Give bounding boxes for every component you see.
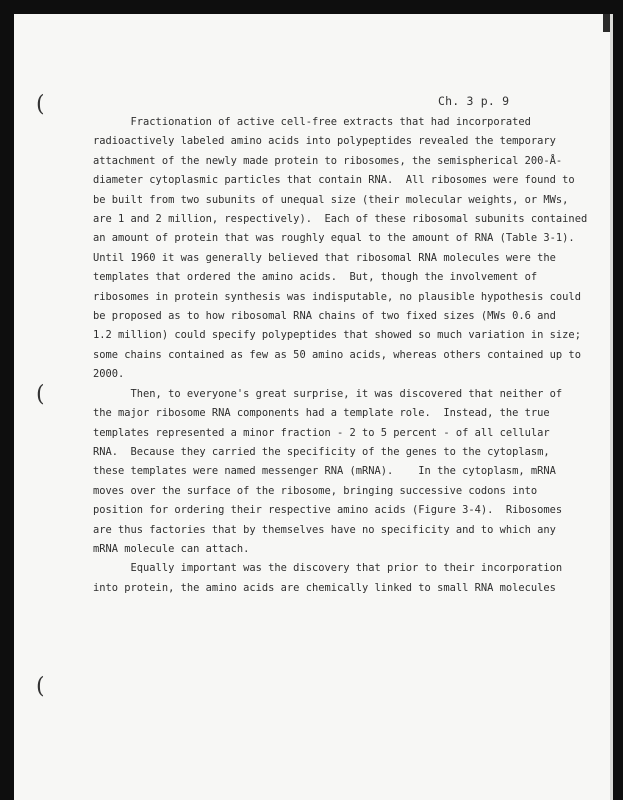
- text-line: mRNA molecule can attach.: [93, 542, 250, 555]
- text-line: templates represented a minor fraction - 2 to 5 percent - of all cellular: [93, 426, 550, 439]
- text-line: RNA. Because they carried the specificity of the genes to the cytoplasm,: [93, 445, 550, 458]
- text-line: 1.2 million) could specify polypeptides that showed so much variation in size;: [93, 329, 581, 342]
- text-line: Until 1960 it was generally believed that ribosomal RNA molecules were the: [93, 251, 556, 264]
- text-line: Equally important was the discovery that prior to their incorporation: [93, 562, 563, 575]
- text-line: into protein, the amino acids are chemically linked to small RNA molecules: [93, 581, 556, 594]
- text-line: position for ordering their respective amino acids (Figure 3-4). Ribosomes: [93, 504, 563, 517]
- binder-hole-mark-middle: (: [36, 382, 45, 407]
- text-line: radioactively labeled amino acids into polypeptides revealed the temporary: [93, 135, 556, 148]
- binder-hole-mark-bottom: (: [36, 674, 45, 699]
- text-line: an amount of protein that was roughly equal to the amount of RNA (Table 3-1).: [93, 232, 575, 245]
- text-line: ribosomes in protein synthesis was indisputable, no plausible hypothesis could: [93, 290, 581, 303]
- text-line: are thus factories that by themselves have no specificity and to which any: [93, 523, 556, 536]
- paragraph-2: [93, 385, 563, 560]
- text-line: Then, to everyone's great surprise, it was discovered that neither of: [93, 387, 563, 400]
- text-line: Fractionation of active cell-free extracts that had incorporated: [93, 116, 531, 128]
- text-line: these templates were named messenger RNA (mRNA). In the cytoplasm, mRNA: [93, 465, 556, 478]
- paragraph-3: [93, 559, 563, 598]
- paragraph-1: [93, 113, 588, 385]
- text-line: templates that ordered the amino acids. But, though the involvement of: [93, 271, 538, 284]
- text-line: the major ribosome RNA components had a template role. Instead, the true: [93, 407, 550, 420]
- text-line: moves over the surface of the ribosome, bringing successive codons into: [93, 484, 538, 497]
- binder-hole-mark-top: (: [36, 92, 45, 117]
- text-line: are 1 and 2 million, respectively). Each of these ribosomal subunits contained: [93, 213, 588, 226]
- document-page: [14, 14, 613, 800]
- text-line: be proposed as to how ribosomal RNA chains of two fixed sizes (MWs 0.6 and: [93, 310, 556, 323]
- page-edge-tab: [603, 14, 610, 32]
- body-text: [93, 113, 588, 598]
- text-line: attachment of the newly made protein to ribosomes, the semispherical 200-Å-: [93, 154, 563, 167]
- text-line: be built from two subunits of unequal size (their molecular weights, or MWs,: [93, 193, 569, 206]
- text-line: 2000.: [93, 368, 125, 381]
- page-reference: Ch. 3 p. 9: [438, 94, 510, 108]
- text-line: diameter cytoplasmic particles that contain RNA. All ribosomes were found to: [93, 174, 575, 187]
- text-line: some chains contained as few as 50 amino acids, whereas others contained up to: [93, 348, 581, 361]
